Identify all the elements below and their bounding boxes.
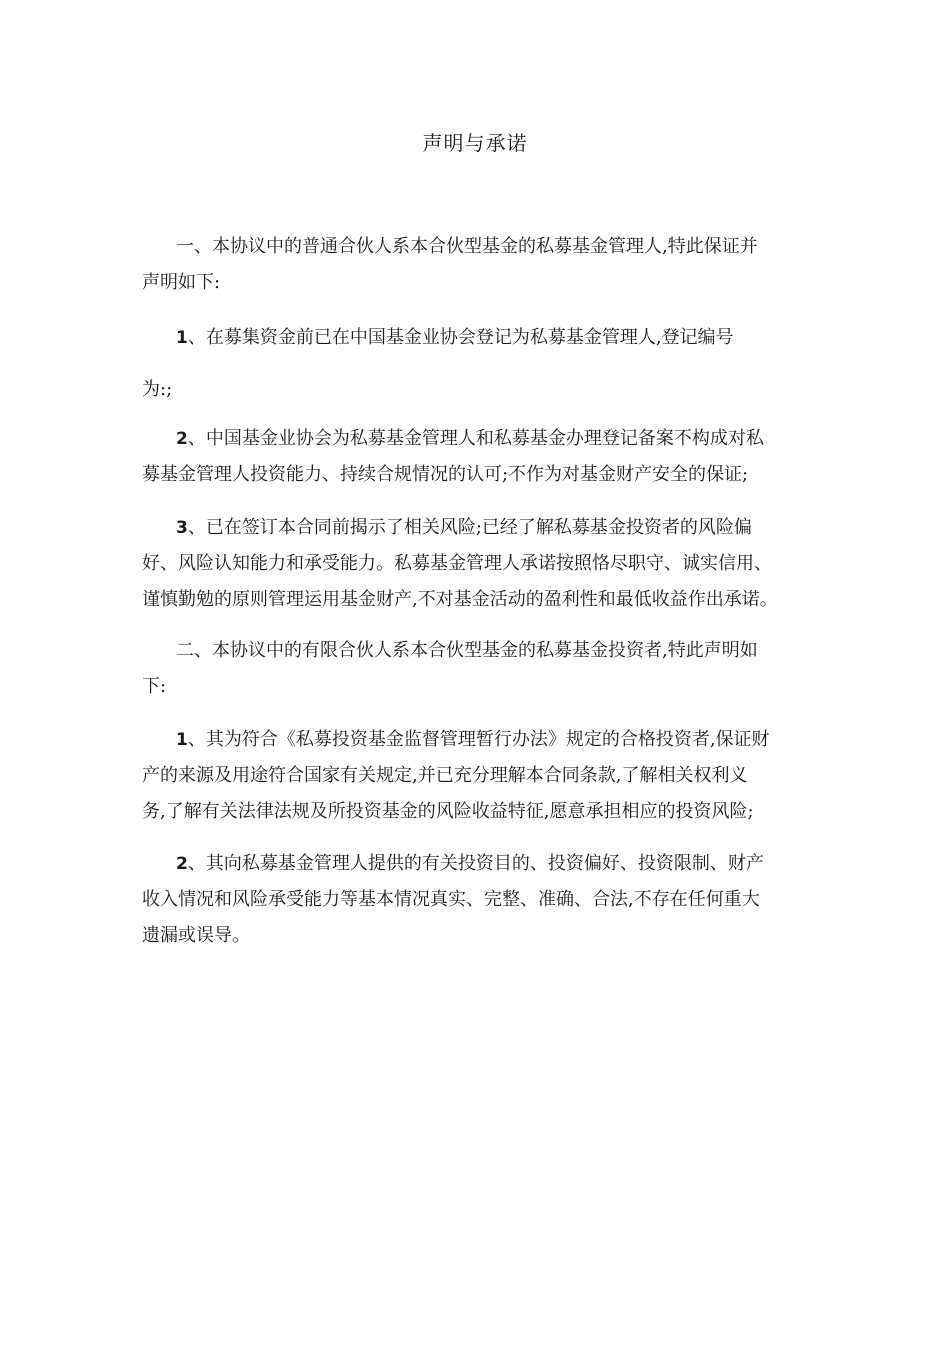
line-text: 一、本协议中的普通合伙人系本合伙型基金的私募基金管理人,特此保证并	[176, 236, 758, 257]
line-text: 、中国基金业协会为私募基金管理人和私募基金办理登记备案不构成对私	[187, 428, 764, 449]
line-text: 、在募集资金前已在中国基金业协会登记为私募基金管理人,登记编号	[187, 327, 734, 348]
line-text: 谨慎勤勉的原则管理运用基金财产,不对基金活动的盈利性和最低收益作出承诺。	[142, 589, 778, 610]
line-text: 遗漏或误导。	[142, 925, 250, 946]
line-text: 、其为符合《私募投资基金监督管理暂行办法》规定的合格投资者,保证财	[187, 729, 770, 750]
page-title: 声明与承诺	[422, 131, 528, 155]
paragraph-line-7	[176, 516, 752, 540]
paragraph-line-9	[142, 588, 778, 612]
item-number: 1	[176, 328, 188, 348]
paragraph-line-8	[142, 552, 772, 576]
item-number: 2	[176, 854, 188, 874]
paragraph-line-11	[142, 675, 166, 699]
line-text: 、其向私募基金管理人提供的有关投资目的、投资偏好、投资限制、财产	[187, 853, 764, 874]
paragraph-line-17	[142, 924, 250, 948]
item-number: 2	[176, 429, 188, 449]
line-text: 声明如下:	[142, 272, 221, 293]
line-text: 产的来源及用途符合国家有关规定,并已充分理解本合同条款,了解相关权利义	[142, 765, 748, 786]
paragraph-line-3	[176, 326, 734, 350]
item-number: 3	[176, 518, 188, 538]
paragraph-line-14	[142, 800, 754, 824]
paragraph-line-6	[142, 463, 748, 487]
paragraph-line-12	[176, 728, 770, 752]
paragraph-line-4	[142, 378, 172, 402]
paragraph-line-13	[142, 764, 747, 788]
paragraph-line-10	[176, 639, 758, 663]
line-text: 、已在签订本合同前揭示了相关风险;已经了解私募基金投资者的风险偏	[187, 517, 752, 538]
line-text: 收入情况和风险承受能力等基本情况真实、完整、准确、合法,不存在任何重大	[142, 889, 760, 910]
paragraph-line-1	[176, 235, 758, 259]
line-text: 为:;	[142, 379, 173, 400]
paragraph-line-5	[176, 427, 764, 451]
line-text: 好、风险认知能力和承受能力。私募基金管理人承诺按照恪尽职守、诚实信用、	[142, 553, 772, 574]
line-text: 下:	[142, 676, 167, 697]
line-text: 募基金管理人投资能力、持续合规情况的认可;不作为对基金财产安全的保证;	[142, 464, 749, 485]
paragraph-line-15	[176, 852, 764, 876]
line-text: 二、本协议中的有限合伙人系本合伙型基金的私募基金投资者,特此声明如	[176, 640, 758, 661]
paragraph-line-2	[142, 271, 220, 295]
paragraph-line-16	[142, 888, 760, 912]
line-text: 务,了解有关法律法规及所投资基金的风险收益特征,愿意承担相应的投资风险;	[142, 801, 754, 822]
item-number: 1	[176, 730, 188, 750]
